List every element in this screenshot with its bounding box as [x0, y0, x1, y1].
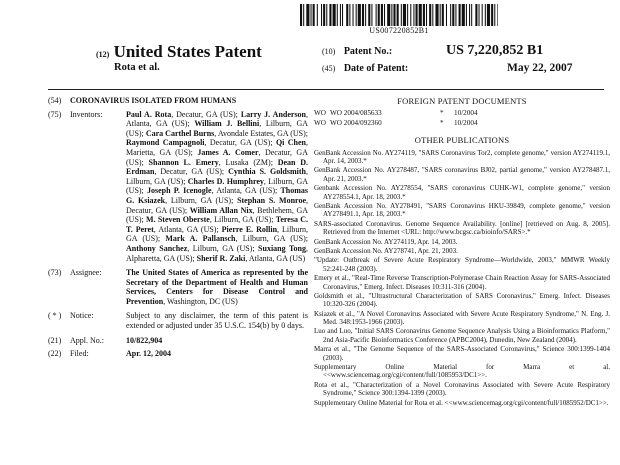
inventor-name: James A. Comer — [197, 147, 259, 157]
barcode-bar — [356, 4, 357, 26]
filed-field — [48, 349, 308, 359]
invention-title: CORONAVIRUS ISOLATED FROM HUMANS — [70, 96, 237, 105]
inventor-name: Larry J. Anderson — [240, 109, 307, 119]
filed-value: Apr. 12, 2004 — [126, 349, 172, 359]
barcode-bar — [426, 4, 427, 26]
barcode-bar — [471, 4, 472, 26]
doc-type-text: United States Patent — [113, 42, 262, 61]
barcode-bar — [340, 4, 341, 26]
barcode-bar — [446, 4, 447, 26]
inventor-location: , Lilburn, GA (US); — [126, 167, 308, 186]
inventor-name: Pierre E. Rollin — [221, 224, 278, 234]
inventor-name: Dean D. Erdman — [126, 157, 309, 177]
title-code: (54) — [48, 96, 62, 105]
barcode-bar — [491, 4, 493, 26]
assignee-value — [126, 268, 308, 306]
inventor-location: , Lilburn, GA (US); — [187, 243, 259, 253]
foreign-patent-date: 10/2004 — [454, 109, 478, 118]
barcode-bar — [371, 4, 372, 26]
inventor-name: Teresa C. T. Peret — [126, 215, 308, 234]
inventors-field — [48, 110, 308, 264]
inventor-location: , Atlanta, GA (US); — [153, 224, 222, 234]
foreign-patent-row — [314, 119, 610, 128]
barcode-bar — [442, 4, 444, 26]
inventor-location: , Lusaka (ZM); — [218, 157, 278, 167]
filed-label: Filed: — [70, 349, 89, 359]
barcode-bar — [358, 4, 361, 26]
foreign-patent-mark: * — [440, 109, 444, 118]
notice-label: Notice: — [70, 311, 94, 321]
barcode-bar — [349, 4, 350, 26]
inventor-location: , Atlanta, GA (US); — [211, 186, 281, 196]
appl-value: 10/822,904 — [126, 335, 163, 345]
publication-reference: GenBank Accession No. AY274119, Apr. 14, 2003. — [314, 237, 458, 246]
inventor-name: Anthony Sanchez — [126, 243, 188, 253]
other-publications-list — [314, 149, 610, 407]
barcode-bar — [423, 4, 425, 26]
publication-reference: Emery et al., "Real-Time Reverse Transcription-Polymerase Chain Reaction Assay for SARS-Associated Coronavirus," Emerg. Infect. Diseases 10:311-316 (2004). — [314, 274, 610, 291]
barcode-bar — [419, 4, 422, 26]
inventor-location: , Lilburn, GA (US); — [126, 176, 309, 196]
foreign-patent-country: WO — [314, 118, 326, 127]
publication-reference: Supplementary Online Material for Rota et al. <<www.sciencemag.org/cgi/content/full/1085952/DC1>>. — [314, 398, 609, 407]
inventor-location: , Bethlehem, GA (US); — [126, 205, 309, 225]
publication-reference: Ksiazek et al., "A Novel Coronavirus Associated with Severe Acute Respiratory Syndrome," N. Eng. J. Med. 348:1953-1966 (2003). — [314, 309, 610, 327]
barcode-bar — [323, 4, 325, 26]
barcode-bar — [450, 4, 451, 26]
assignee-label: Assignee: — [70, 268, 102, 278]
foreign-patent-number: WO 2004/092360 — [330, 118, 382, 127]
inventor-location: , Alpharetta, GA (US); — [126, 243, 308, 263]
barcode-bar — [393, 4, 395, 26]
barcode-bar — [368, 4, 370, 26]
application-number-field — [48, 336, 308, 346]
inventor-name: Raymond Campagnoli — [126, 138, 205, 148]
foreign-patent-row — [314, 109, 610, 118]
patent-date-value: May 22, 2007 — [507, 62, 573, 74]
barcode-bar — [317, 4, 318, 26]
publication-reference: Supplementary Online Material for Marra et al. <<www.sciencemag.org/cgi/content/full/1085953/DC1>>. — [314, 363, 610, 380]
barcode-bar — [407, 4, 408, 26]
publication-reference: Genbank Accession No. AY278554, "SARS coronavirus CUHK-W1, complete genome," version AY278554.1, Apr. 18, 2003.* — [314, 184, 610, 201]
publication-reference: "Update: Outbreak of Severe Acute Respiratory Syndrome—Worldwide, 2003," MMWR Weekly 52:241-248 (2003). — [314, 256, 610, 273]
foreign-patent-country: WO — [314, 109, 326, 118]
barcode-bar — [321, 4, 322, 26]
barcode-bar — [306, 4, 309, 26]
barcode-bar — [485, 4, 486, 26]
barcode-bar — [376, 4, 377, 26]
foreign-patents-list — [314, 109, 610, 127]
barcode-bar — [494, 4, 495, 26]
barcode-bar — [455, 4, 456, 26]
title-field — [48, 96, 308, 106]
publication-reference: Luo and Luo, "Initial SARS Coronavirus Genome Sequence Analysis Using a Bioinformatics Platform," 2nd Asia-Pacific Bioinformatics Conference (APBC2004), Dunedin, New Zealand (2004). — [314, 327, 610, 344]
inventors-code: (75) — [48, 109, 62, 119]
inventor-location: , Decatur, GA (US); — [126, 147, 308, 167]
inventor-name: Cara Carthel Burns — [145, 128, 215, 138]
inventor-location: , Decatur, GA (US); — [126, 195, 309, 215]
barcode-bar — [326, 4, 327, 26]
patent-date-line — [322, 63, 604, 74]
assignee-code: (73) — [48, 268, 62, 278]
barcode-bar — [346, 4, 348, 26]
notice-text: Subject to any disclaimer, the term of this patent is extended or adjusted under 35 U.S.C. 154(b) by 0 days. — [126, 311, 308, 331]
assignee-name: The United States of America as represented by the Secretary of the Department of Health and Human Services, Centers for Disease Control and Prevention — [126, 268, 308, 306]
publication-reference: GenBank Accession No. AY274119, "SARS Coronavirus Tor2, complete genome," version AY274119.1, Apr. 14, 2003.* — [314, 148, 610, 166]
inventor-location: , Atlanta, GA (US) — [245, 253, 306, 263]
barcode-bar — [416, 4, 418, 26]
barcode-number: US007220852B1 — [369, 26, 429, 35]
barcode-bar — [429, 4, 431, 26]
patent-number-line — [322, 43, 604, 58]
references-column — [314, 92, 610, 408]
foreign-patent-number: WO 2004/085633 — [330, 109, 382, 118]
header-divider — [48, 89, 604, 90]
barcode-bar — [300, 4, 302, 26]
barcode-bar — [469, 4, 470, 26]
inventor-location: , Lilburn, GA (US); — [126, 224, 308, 244]
inventor-location: , Lilburn, GA (US); — [165, 195, 238, 205]
patent-date-code: (45) — [322, 64, 336, 73]
barcode-bar — [333, 4, 336, 26]
barcode-bar — [397, 4, 399, 26]
barcode-bar — [387, 4, 390, 26]
barcode-bar — [311, 4, 312, 26]
barcode-bar — [482, 4, 483, 26]
inventor-location: , Decatur, GA (US); — [204, 138, 276, 148]
barcode-bar — [337, 4, 338, 26]
patent-number-value: US 7,220,852 B1 — [446, 43, 544, 58]
patent-number-label: Patent No.: — [343, 46, 393, 57]
barcode-bar — [403, 4, 406, 26]
appl-label: Appl. No.: — [70, 335, 104, 345]
inventor-name: Charles D. Humphrey — [187, 176, 264, 186]
notice-field — [48, 311, 308, 330]
barcode-bar — [432, 4, 433, 26]
foreign-patent-mark: * — [440, 118, 444, 127]
inventor-name: Suxiang Tong — [258, 243, 306, 253]
inventors-short: Rota et al. — [114, 62, 160, 73]
barcode-bar — [440, 4, 441, 26]
inventor-location: , Lilburn, GA (US); — [126, 119, 308, 138]
bibliographic-column — [48, 96, 308, 363]
doc-type-code: (12) — [96, 50, 110, 59]
patent-barcode — [300, 4, 498, 26]
assignee-location: , Washington, DC (US) — [163, 296, 238, 306]
patent-doc-type — [96, 42, 262, 62]
publication-reference: GenBank Accession No. AY278741, Apr. 21, 2003. — [314, 246, 458, 255]
barcode-bar — [487, 4, 490, 26]
inventor-name: Thomas G. Ksiazek — [126, 186, 309, 205]
barcode-bar — [384, 4, 385, 26]
barcode-bar — [378, 4, 380, 26]
notice-code: ( * ) — [48, 311, 62, 321]
inventor-location: , Marietta, GA (US); — [126, 138, 309, 157]
barcode-bar — [410, 4, 411, 26]
inventor-name: William J. Bellini — [194, 119, 260, 129]
barcode-bar — [362, 4, 364, 26]
inventor-name: William Allan Nix — [189, 205, 253, 215]
foreign-patents-heading: FOREIGN PATENT DOCUMENTS — [397, 96, 527, 106]
inventor-name: Mark A. Pallansch — [165, 234, 236, 244]
barcode-bar — [466, 4, 467, 26]
assignee-field — [48, 268, 308, 306]
barcode-bar — [401, 4, 402, 26]
barcode-bar — [313, 4, 315, 26]
inventor-name: Sherif R. Zaki — [196, 253, 246, 263]
barcode-bar — [435, 4, 438, 26]
inventor-name: Cynthia S. Goldsmith — [228, 167, 306, 177]
inventor-location: , Decatur, GA (US); — [154, 167, 229, 177]
patent-number-code: (10) — [322, 47, 336, 56]
publication-reference: GenBank Accession No. AY278491, "SARS Coronavirus HKU-39849, complete genome," version AY278491.1, Apr. 18, 2003.* — [314, 202, 610, 219]
patent-date-label: Date of Patent: — [343, 63, 409, 74]
inventor-name: Qi Chen — [275, 138, 307, 148]
inventor-name: Shannon L. Emery — [148, 157, 219, 167]
publication-reference: Goldsmith et al., "Ultrastructural Characterization of SARS Coronavirus," Emerg. Infect. Diseases 10:320-326 (2004). — [314, 291, 610, 309]
barcode-bar — [452, 4, 454, 26]
barcode-bar — [353, 4, 354, 26]
other-publications-heading: OTHER PUBLICATIONS — [414, 135, 510, 146]
barcode-bar — [391, 4, 392, 26]
filed-code: (22) — [48, 349, 62, 359]
barcode-bar — [413, 4, 414, 26]
barcode-bar — [475, 4, 477, 26]
inventor-location: , Lilburn, GA (US); — [209, 215, 276, 225]
inventor-location: , Lilburn, GA (US); — [235, 234, 309, 244]
publication-reference: GenBank Accession No. AY278487, "SARS coronavirus BJ02, partial genome," version AY278487.1, Apr. 21, 2003.* — [314, 166, 610, 183]
inventors-label: Inventors: — [70, 109, 103, 119]
foreign-patent-date: 10/2004 — [454, 118, 478, 127]
publication-reference: Rota et al., "Characterization of a Novel Coronavirus Associated with Severe Acute Respiratory Syndrome," Science 300:1394-1399 (2003). — [314, 380, 610, 398]
barcode-bar — [342, 4, 343, 26]
inventor-name: M. Steven Oberste — [146, 215, 210, 225]
barcode-bar — [381, 4, 383, 26]
appl-code: (21) — [48, 335, 62, 345]
barcode-bar — [459, 4, 461, 26]
inventor-name: Paul A. Rota — [126, 109, 172, 119]
barcode-bar — [329, 4, 331, 26]
inventor-location: , Atlanta, GA (US); — [126, 109, 309, 129]
inventor-name: Stephan S. Monroe — [237, 195, 307, 205]
inventor-location: , Avondale Estates, GA (US); — [214, 128, 308, 138]
barcode-bar — [497, 4, 498, 26]
publication-reference: SARS-associated Coronavirus. Genome Sequence Availability. [online] [retrieved on Aug. 8, 2005]. Retrieved from the Internet <URL: http://www.bcgsc.ca/bioinfo/SARS>.* — [314, 219, 610, 237]
barcode-bar — [303, 4, 304, 26]
barcode-bar — [462, 4, 465, 26]
inventors-list — [126, 110, 308, 264]
barcode-bar — [365, 4, 366, 26]
barcode-bar — [479, 4, 480, 26]
inventor-location: , Decatur, GA (US); — [171, 109, 241, 119]
publication-reference: Marra et al., "The Genome Sequence of the SARS-Associated Coronavirus," Science 300:1399-1404 (2003). — [314, 345, 610, 362]
inventor-name: Joseph P. Icenogle — [147, 186, 212, 196]
